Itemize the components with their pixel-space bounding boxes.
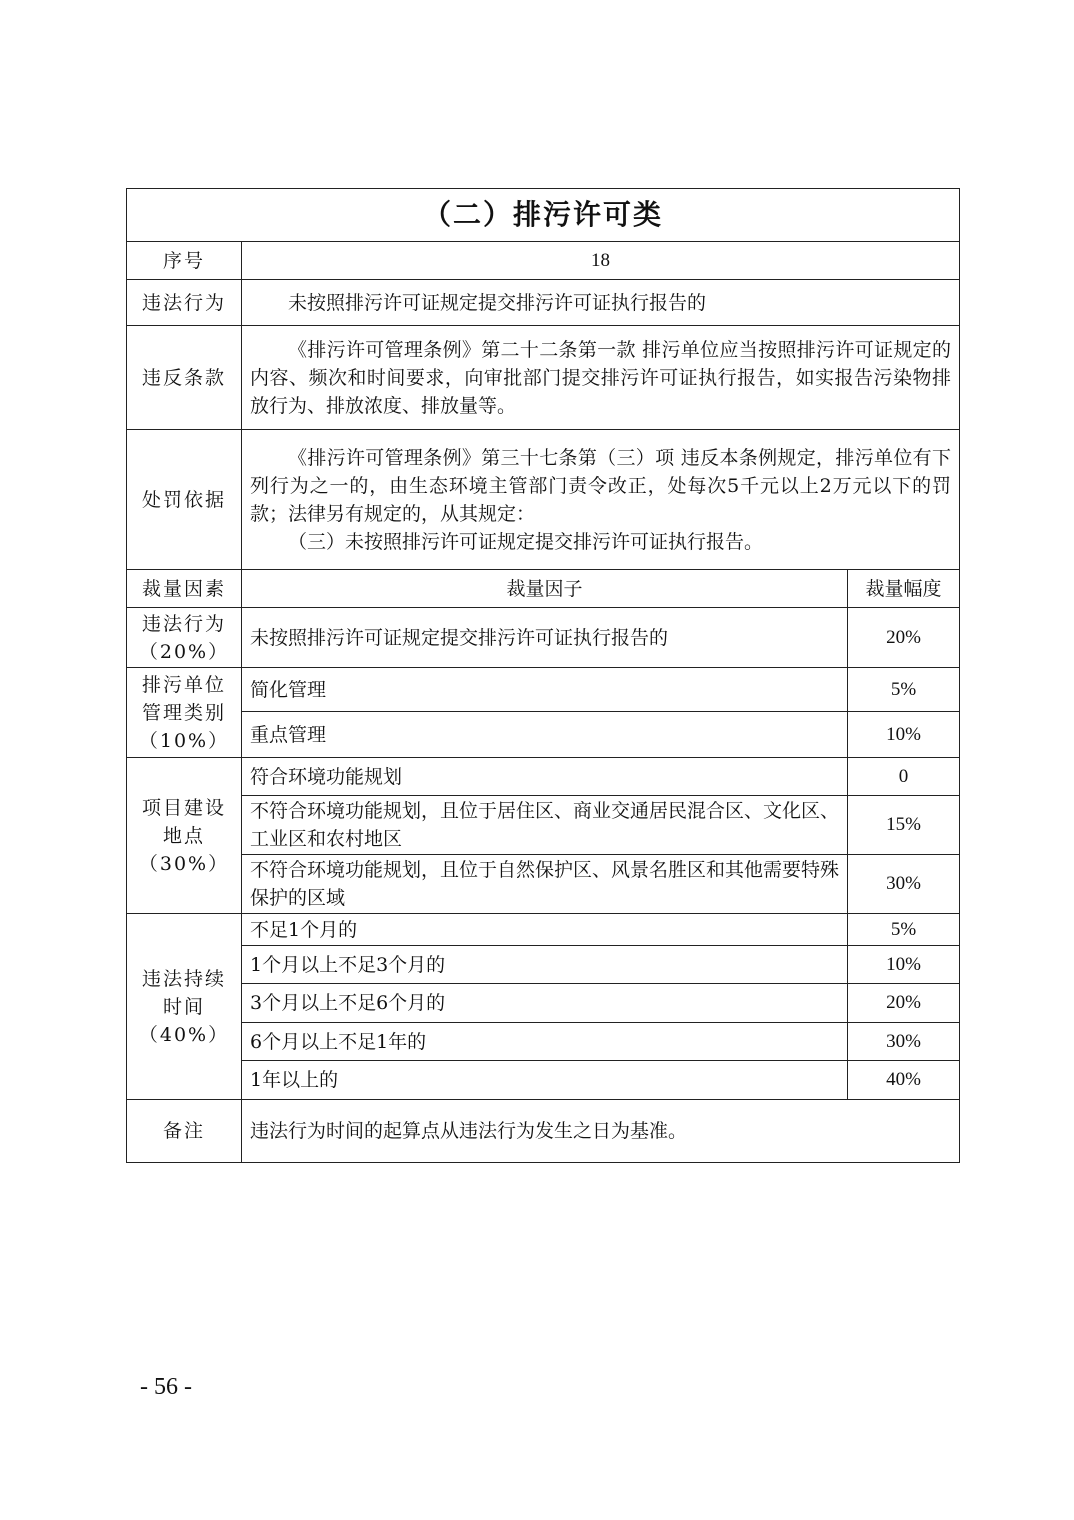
discretion-value: 30% [848, 855, 960, 914]
behavior-row [127, 280, 960, 326]
discretion-row [127, 914, 960, 946]
discretion-row [127, 796, 960, 855]
violated-clause-text: 《排污许可管理条例》第二十二条第一款 排污单位应当按照排污许可证规定的内容、频次和时间要求，向审批部门提交排污许可证执行报告，如实报告污染物排放行为、排放浓度、排放量等。 [242, 326, 960, 430]
group-name: 违法持续 时间 （40%） [127, 914, 242, 1100]
discretion-value: 0 [848, 758, 960, 796]
penalty-basis-label: 处罚依据 [127, 430, 242, 570]
discretion-item: 不足1个月的 [242, 914, 848, 946]
discretion-item: 重点管理 [242, 712, 848, 758]
discretion-value: 15% [848, 796, 960, 855]
discretion-row [127, 855, 960, 914]
penalty-basis-paragraph: 《排污许可管理条例》第三十七条第（三）项 违反本条例规定，排污单位有下列行为之一的，由生态环境主管部门责令改正，处每次5千元以上2万元以下的罚款；法律另有规定的，从其规定： [250, 446, 951, 525]
discretion-row [127, 984, 960, 1023]
remark-value: 违法行为时间的起算点从违法行为发生之日为基准。 [242, 1100, 960, 1163]
penalty-basis-item: （三）未按照排污许可证规定提交排污许可证执行报告。 [288, 530, 764, 553]
discretion-item: 1个月以上不足3个月的 [242, 946, 848, 984]
discretion-item: 未按照排污许可证规定提交排污许可证执行报告的 [242, 608, 848, 668]
discretion-item: 3个月以上不足6个月的 [242, 984, 848, 1023]
discretion-row [127, 668, 960, 712]
group-name: 违法行为 （20%） [127, 608, 242, 668]
discretion-value: 40% [848, 1061, 960, 1100]
discretion-item: 不符合环境功能规划，且位于居住区、商业交通居民混合区、文化区、工业区和农村地区 [242, 796, 848, 855]
title-row [127, 189, 960, 242]
behavior-value: 未按照排污许可证规定提交排污许可证执行报告的 [242, 280, 960, 326]
violated-clause-label: 违反条款 [127, 326, 242, 430]
discretion-row [127, 712, 960, 758]
remark-row [127, 1100, 960, 1163]
discretion-row [127, 946, 960, 984]
discretion-value: 20% [848, 984, 960, 1023]
discretion-item: 符合环境功能规划 [242, 758, 848, 796]
penalty-basis-row [127, 430, 960, 570]
discretion-header-row [127, 570, 960, 608]
behavior-label: 违法行为 [127, 280, 242, 326]
serial-label: 序号 [127, 242, 242, 280]
penalty-basis-cell [242, 430, 960, 570]
factor-header: 裁量因素 [127, 570, 242, 608]
remark-label: 备注 [127, 1100, 242, 1163]
table-title: （二）排污许可类 [127, 189, 960, 242]
discretion-row [127, 1023, 960, 1061]
discretion-value: 20% [848, 608, 960, 668]
discretion-item: 1年以上的 [242, 1061, 848, 1100]
serial-value: 18 [242, 242, 960, 280]
group-name: 项目建设 地点 （30%） [127, 758, 242, 914]
discretion-row [127, 608, 960, 668]
serial-row [127, 242, 960, 280]
group-name: 排污单位 管理类别 （10%） [127, 668, 242, 758]
discretion-value: 5% [848, 914, 960, 946]
item-header: 裁量因子 [242, 570, 848, 608]
discretion-table [126, 188, 960, 1163]
discretion-row [127, 1061, 960, 1100]
discretion-item: 不符合环境功能规划，且位于自然保护区、风景名胜区和其他需要特殊保护的区域 [242, 855, 848, 914]
discretion-value: 10% [848, 946, 960, 984]
discretion-value: 30% [848, 1023, 960, 1061]
violated-clause-row [127, 326, 960, 430]
range-header: 裁量幅度 [848, 570, 960, 608]
discretion-value: 10% [848, 712, 960, 758]
discretion-row [127, 758, 960, 796]
discretion-item: 简化管理 [242, 668, 848, 712]
page-number: - 56 - [140, 1374, 192, 1400]
discretion-value: 5% [848, 668, 960, 712]
discretion-item: 6个月以上不足1年的 [242, 1023, 848, 1061]
